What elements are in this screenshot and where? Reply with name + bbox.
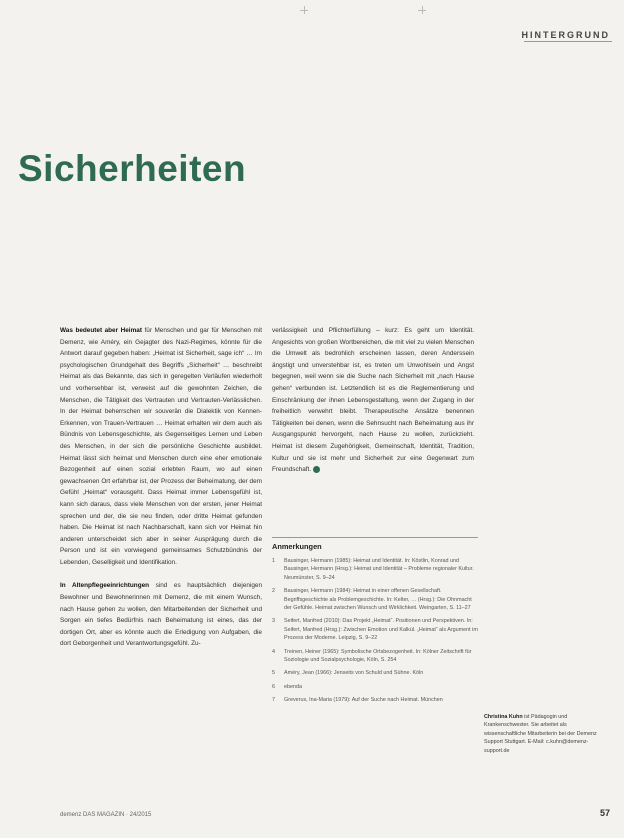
- footnote-text: ebenda: [284, 683, 302, 690]
- footnote-item: [272, 617, 478, 642]
- paragraph: [272, 325, 474, 476]
- notes-heading: Anmerkungen: [272, 542, 322, 551]
- author-name: Christina Kuhn: [484, 714, 523, 720]
- footnote-number: 6: [272, 683, 275, 690]
- footnote-number: 2: [272, 588, 275, 595]
- section-label: HINTERGRUND: [521, 30, 610, 40]
- footnote-item: [272, 648, 478, 665]
- footnote-number: 3: [272, 618, 275, 625]
- footnote-text: Bausinger, Hermann (1985): Heimat und Identität. In: Köstlin, Konrad und Bausinger, Hermann (Hrsg.): Heimat und Identität – Probleme regionaler Kultur. Neumünster, S. 9–24: [284, 558, 474, 581]
- footnote-text: Seifert, Manfred (2010): Das Projekt „Heimat“. Positionen und Perspektiven. In: Seifert, Manfred (Hrsg.): Zwischen Emotion und Kalkül. „Heimat“ als Argument im Prozess der Moderne. Leipzig, S. 9–22: [284, 618, 478, 642]
- footnote-number: 4: [272, 648, 275, 655]
- registration-mark: [418, 6, 426, 14]
- footnote-item: [272, 683, 478, 691]
- article-title: Sicherheiten: [18, 148, 247, 189]
- footnote-item: [272, 557, 478, 582]
- author-bio: ist Pädagogin und Krankenschwester. Sie arbeitet als wissenschaftliche Mitarbeiterin bei der Demenz Support Stuttgart. E-Mail: c.kuhn@demenz-support.de: [484, 714, 597, 754]
- article-column-2: [272, 325, 474, 476]
- notes-list: [272, 557, 478, 705]
- footnote-text: Améry, Jean (1966): Jenseits von Schuld und Sühne. Köln: [284, 670, 424, 677]
- footnote-number: 5: [272, 670, 275, 677]
- registration-mark: [300, 6, 308, 14]
- footnote-text: Bausinger, Hermann (1984): Heimat in einer offenen Gesellschaft. Begriffsgeschichte als Problemgeschichte. In: Kelter, … (Hrsg.): Die Ohnmacht der Gefühle. Heimat zwischen Wunsch und Wirklichkeit. Weingarten, S. 11–27: [284, 588, 472, 612]
- footnote-text: Treinen, Heiner (1965): Symbolische Ortsbezogenheit. In: Kölner Zeitschrift für Soziologie und Sozialpsychologie, Köln, S. 254: [284, 648, 472, 664]
- footer-publication: demenz DAS MAGAZIN · 24/2015: [60, 812, 152, 818]
- footnote-text: Greverus, Ina-Maria (1979): Auf der Suche nach Heimat. München: [284, 697, 443, 704]
- notes-divider: [272, 537, 478, 538]
- paragraph: [60, 580, 262, 650]
- footnote-item: [272, 587, 478, 612]
- paragraph-text: verlässigkeit und Pflichterfüllung – kurz: Es geht um Identität. Angesichts von großen Wortbereichen, die mit viel zu vielen Menschen die Umwelt als bedrohlich erscheinen lassen, deren Anderssein ängstigt und unverstehbar ist, es treten um Unwohlsein und Angst begegnen, weil wenn sie die Suche nach Sicherheit mit „nach Hause gehen“ verbunden ist. Letztendlich ist es die Reglementierung und Einschränkung der ihnen Lebensgestaltung, wenn der Zugang in der freiheitlich verwehrt bleibt. Therapeutische Ansätze benennen Tätigkeiten bei denen, wenn die Sehnsucht nach Beheimatung aus ihr Ausgangspunkt hervorgeht, nach Hause zu wollen, zurückzieht. Heimat ist diesem Zugehörigkeit, Gemeinschaft, Identität, Tradition, Kultur und sie ist mehr und Sicherheit zur eine Gegenwart zum Freundschaft.: [272, 327, 474, 474]
- footnote-item: [272, 696, 478, 704]
- section-rule: [524, 41, 612, 42]
- footnote-number: 1: [272, 558, 275, 564]
- footnotes: [272, 537, 478, 710]
- paragraph: [60, 325, 262, 568]
- end-of-article-icon: [313, 466, 320, 473]
- page-number: 57: [599, 808, 610, 818]
- paragraph-text: für Menschen und gar für Menschen mit Demenz, wie Améry, ein Gejagter des Nazi-Regimes, könnte für die Antwort darauf gegeben haben: „Heimat ist Sicherheit, sage ich“ … Im psychologischen Grundgehalt des Begriffs „Sicherheit“ … beschreibt Heimat als das Bekannte, das sich in geregelten Verläufen wiederholt und vorhersehbar ist, verweist auf die gewohnten Zeichen, die Menschen, die Tätigkeit des Vertrauten und Vertrauten-Verlässlichen. In der Heimat beherrschen wir souverän die Dialektik von Kennen-Erkennen, von Trauen-Vertrauen … Heimat erhalten wir dem auch als Bündnis von Lebensgeschichte, als Gegenseitiges Lernen und Leben des Menschen, in der sich die persönliche Geschichte ausbildet. Heimat lässt sich heimat und Menschen durch eine eher emotionale Bezogenheit auf einen sozial erlebten Raum, wo auf einen gewachsenen Ort erfahrbar ist, der Prozess der Beheimatung, der dem Gefühl „Heimat“ vorausgeht. Dass Heimat immer Lebensgefühl ist, kann sich daraus, dass viele Menschen von der ersten, jener Heimat sprechen und der, die sie neu finden, oder dritte Heimat gefunden haben. Die Heimat ist nach Nachbarschaft, kann sich vor Heimat hin anderen unterscheidet sich aber in seiner Ausprägung durch die Person und ist ein vorwiegend gemeinsames Schutzbündnis der Lebenden, Geselligkeit und Identifikation.: [60, 327, 263, 566]
- footnote-item: [272, 669, 478, 677]
- article-column-1: [60, 325, 262, 650]
- paragraph-lead: Was bedeutet aber Heimat: [60, 327, 142, 334]
- author-box: [484, 713, 610, 755]
- paragraph-text: sind es hauptsächlich diejenigen Bewohner und Bewohnerinnen mit Demenz, die mit einem Wunsch, nach Hause gehen zu wollen, den Mitarbeitenden der Sicherheit und Sorgen ein tiefes Bedürfnis nach Beheimatung ist eines, das der dortigen Ort, aber es könnte auch die Erledigung von Aufgaben, die dort Geborgenheit und Verantwortungsgefühl. Zu-: [60, 582, 263, 648]
- footnote-number: 7: [272, 697, 275, 704]
- paragraph-lead: In Altenpflegeeinrichtungen: [60, 582, 150, 590]
